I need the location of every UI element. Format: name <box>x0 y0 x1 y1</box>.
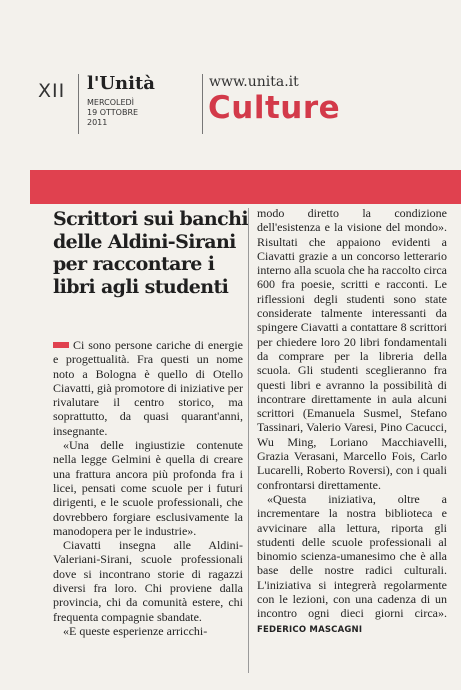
masthead <box>30 68 461 150</box>
section-color-band <box>30 170 461 204</box>
article-paragraph: Ciavatti insegna alle Aldini-Valeriani-Sirani, scuole professionali dove si incontrano storie di ragazzi diversi fra loro. Chi proviene dalla provincia, chi da comunità estere, chi frequenta compagnie sbandate. <box>53 538 243 624</box>
page-number: XII <box>38 80 66 102</box>
article-paragraph: modo diretto la condizione dell'esistenza e la visione del mondo». Risultati che appaiono evidenti a Ciavatti grazie a un concorso letterario interno alla scuola che ha raccolto circa 600 fra poesie, scritti e racconti. Le riflessioni degli studenti sono state considerate talmente interessanti da spingere Ciavatti a contattare 8 scrittori per chiedere loro 20 libri fondamentali da comprare per la libreria della scuola. Gli studenti sceglieranno fra questi libri e avranno la possibilità di incontrare direttamente in aula alcuni scrittori (Emanuela Susmel, Stefano Tassinari, Valerio Varesi, Pino Cacucci, Wu Ming, Loriano Macchiavelli, Grazia Verasani, Marcello Fois, Carlo Lucarelli, Roberto Roversi), con i quali confrontarsi direttamente. <box>257 206 447 492</box>
date-weekday: MERCOLEDÌ <box>87 98 135 107</box>
article-column-1 <box>53 338 243 638</box>
article-paragraph: «E queste esperienze arricchi- <box>63 623 208 638</box>
header-divider <box>202 74 203 134</box>
section-title: Culture <box>208 90 341 126</box>
article-paragraph: «Una delle ingiustizie contenute nella legge Gelmini è quella di creare una frattura ancora più profonda fra i licei, pensati come scuole per i futuri dirigenti, e le scuole professionali, che dovrebbero forgiare esclusivamente la manodopera per le industrie». <box>53 438 243 538</box>
column-divider <box>248 208 249 673</box>
article-headline: Scrittori sui banchi delle Aldini-Sirani per raccontare i libri agli studenti <box>53 208 248 298</box>
date-year: 2011 <box>87 118 108 127</box>
article-column-2 <box>257 206 447 637</box>
issue-date <box>87 98 138 128</box>
article-paragraph <box>53 338 243 438</box>
article-paragraph <box>257 492 447 637</box>
website-url: www.unita.it <box>209 74 299 90</box>
author-byline: FEDERICO MASCAGNI <box>257 624 363 635</box>
paragraph-text: Ci sono persone cariche di energie e progettualità. Fra questi un nome noto a Bologna è quello di Otello Ciavatti, già promotore di iniziative per rivalutare il centro storico, ma soprattutto, da quasi quarant'anni, insegnante. <box>53 338 243 438</box>
newspaper-logo: l'Unità <box>87 73 155 94</box>
paragraph-text: «Questa iniziativa, oltre a incrementare la nostra biblioteca e avvicinare alla lettura, riporta gli studenti delle scuole professionali al binomio scienza-umanesimo che è alla base delle nostre radici culturali. L'iniziativa si integrerà regolarmente con le lezioni, con una cadenza di un incontro ogni dieci giorni circa». <box>257 491 447 621</box>
date-day-month: 19 OTTOBRE <box>87 108 139 117</box>
paragraph-marker <box>53 342 69 348</box>
header-divider <box>78 74 79 134</box>
